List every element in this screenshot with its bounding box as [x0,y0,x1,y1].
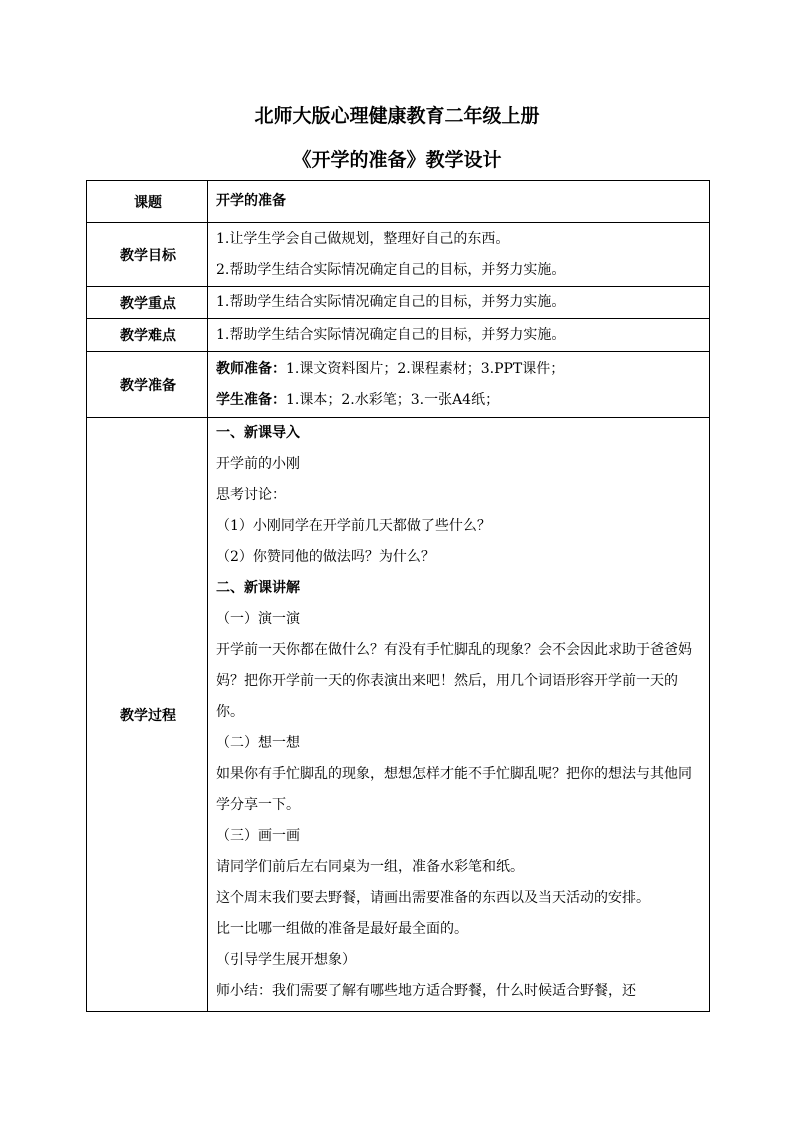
topic-value: 开学的准备 [216,193,286,209]
objective-item: 1.让学生学会自己做规划，整理好自己的东西。 [216,230,510,247]
objective-item: 2.帮助学生结合实际情况确定自己的目标，并努力实施。 [216,261,566,278]
difficulties-label: 教学难点 [87,319,208,352]
process-line: （1）小刚同学在开学前几天都做了些什么？ [216,518,491,534]
process-content [216,418,703,1009]
table-row-key-points [87,287,710,319]
document-title: 北师大版心理健康教育二年级上册 [254,105,540,127]
topic-label: 课题 [87,181,208,223]
key-points-label: 教学重点 [87,287,208,319]
preparation-label: 教学准备 [87,352,208,418]
teacher-preparation [216,354,703,385]
student-preparation-value: 1.课本；2.水彩笔；3.一张A4纸； [286,391,500,408]
subsection-heading: （二）想一想 [216,735,300,751]
table-row-topic [87,181,710,223]
process-paragraph: 如果你有手忙脚乱的现象，想想怎样才能不手忙脚乱呢？把你的想法与其他同学分享一下。 [216,766,692,813]
subsection-heading: （一）演一演 [216,611,300,627]
process-line: 这个周末我们要去野餐，请画出需要准备的东西以及当天活动的安排。 [216,890,650,906]
lesson-plan-table [86,180,710,1012]
document-subtitle: 《开学的准备》教学设计 [292,149,502,171]
process-line: （2）你赞同他的做法吗？为什么？ [216,549,435,565]
table-row-objectives [87,223,710,287]
student-preparation [216,385,703,416]
key-points-value: 1.帮助学生结合实际情况确定自己的目标，并努力实施。 [216,294,566,310]
teacher-preparation-value: 1.课文资料图片；2.课程素材；3.PPT课件； [286,360,565,377]
process-line: 比一比哪一组做的准备是最好最全面的。 [216,921,468,937]
student-preparation-label: 学生准备： [216,391,286,408]
table-row-process [87,418,710,1012]
subsection-heading: （三）画一画 [216,828,300,844]
process-line: 开学前的小刚 [216,456,300,472]
process-line: （引导学生展开想象） [216,952,356,968]
process-label: 教学过程 [87,418,208,1012]
process-line: 师小结：我们需要了解有哪些地方适合野餐，什么时候适合野餐，还 [216,983,636,999]
teacher-preparation-label: 教师准备： [216,360,286,377]
process-line: 思考讨论： [216,487,286,503]
process-paragraph: 开学前一天你都在做什么？有没有手忙脚乱的现象？会不会因此求助于爸爸妈妈？把你开学前一天的你表演出来吧！然后，用几个词语形容开学前一天的你。 [216,642,692,720]
section-heading: 一、新课导入 [216,425,300,441]
table-row-preparation [87,352,710,418]
objectives-label: 教学目标 [87,223,208,287]
table-row-difficulties [87,319,710,352]
difficulties-value: 1.帮助学生结合实际情况确定自己的目标，并努力实施。 [216,326,566,343]
process-line: 请同学们前后左右同桌为一组，准备水彩笔和纸。 [216,859,524,875]
section-heading: 二、新课讲解 [216,580,300,596]
